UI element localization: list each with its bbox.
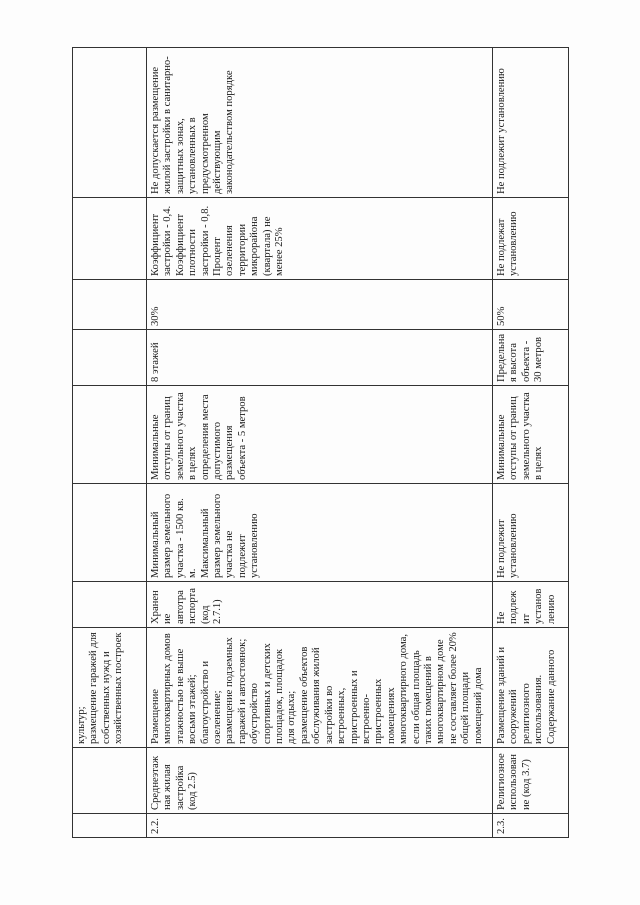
other-params-cell: Не подлежат установлению: [493, 198, 569, 280]
height-cell: [73, 330, 147, 386]
setbacks-cell: Минимальные отступы от границ земельного участка в целях: [493, 386, 569, 484]
plot-size-cell: Не подлежит установлению: [493, 484, 569, 582]
auxiliary-use-cell: Хранение автотранспорта (код 2.7.1): [147, 582, 493, 628]
table-row: [73, 48, 147, 838]
coverage-cell: 50%: [493, 280, 569, 330]
restrictions-cell: [73, 48, 147, 198]
setbacks-cell: Минимальные отступы от границ земельного участка в целях определения места допустимого размещения объекта - 5 метров: [147, 386, 493, 484]
plot-size-cell: [73, 484, 147, 582]
other-params-cell: Коэффициент застройки - 0,4. Коэффициент плотности застройки - 0,8. Процент озеленения территории микрорайона (квартала) не менее 25%: [147, 198, 493, 280]
restrictions-cell: Не подлежит установлению: [493, 48, 569, 198]
table-row: [147, 48, 493, 838]
setbacks-cell: [73, 386, 147, 484]
use-name-cell: [73, 748, 147, 814]
row-number-cell: [73, 814, 147, 838]
other-params-cell: [73, 198, 147, 280]
plot-size-cell: Минимальный размер земельного участка - 1500 кв. м. Максимальный размер земельного участка не подлежит установлению: [147, 484, 493, 582]
use-name-cell: Религиозное использование (код 3.7): [493, 748, 569, 814]
restrictions-cell: Не допускается размещение жилой застройки в санитарно-защитных зонах, установленных в предусмотренном действующим законодательством порядке: [147, 48, 493, 198]
auxiliary-use-cell: Не подлежит установлению: [493, 582, 569, 628]
coverage-cell: [73, 280, 147, 330]
main-use-cell: Размещение зданий и сооружений религиозного использования. Содержание данного: [493, 628, 569, 748]
row-number-cell: 2.3.: [493, 814, 569, 838]
row-number-cell: 2.2.: [147, 814, 493, 838]
coverage-cell: 30%: [147, 280, 493, 330]
height-cell: Предельная высота объекта - 30 метров: [493, 330, 569, 386]
rotated-table-wrapper: [72, 48, 562, 838]
main-use-cell: культур; размещение гаражей для собственных нужд и хозяйственных построек: [73, 628, 147, 748]
zoning-regulations-table: [72, 47, 569, 838]
table-row: [493, 48, 569, 838]
height-cell: 8 этажей: [147, 330, 493, 386]
auxiliary-use-cell: [73, 582, 147, 628]
use-name-cell: Среднеэтажная жилая застройка (код 2.5): [147, 748, 493, 814]
main-use-cell: Размещение многоквартирных домов этажностью не выше восьми этажей; благоустройство и озеленение; размещение подземных гаражей и автостоянок; обустройство спортивных и детских площадок, площадок для отдыха; размещение объектов обслуживания жилой застройки во встроенных, пристроенных и встроенно-пристроенных помещениях многоквартирного дома, если общая площадь таких помещений в многоквартирном доме не составляет более 20% общей площади помещений дома: [147, 628, 493, 748]
